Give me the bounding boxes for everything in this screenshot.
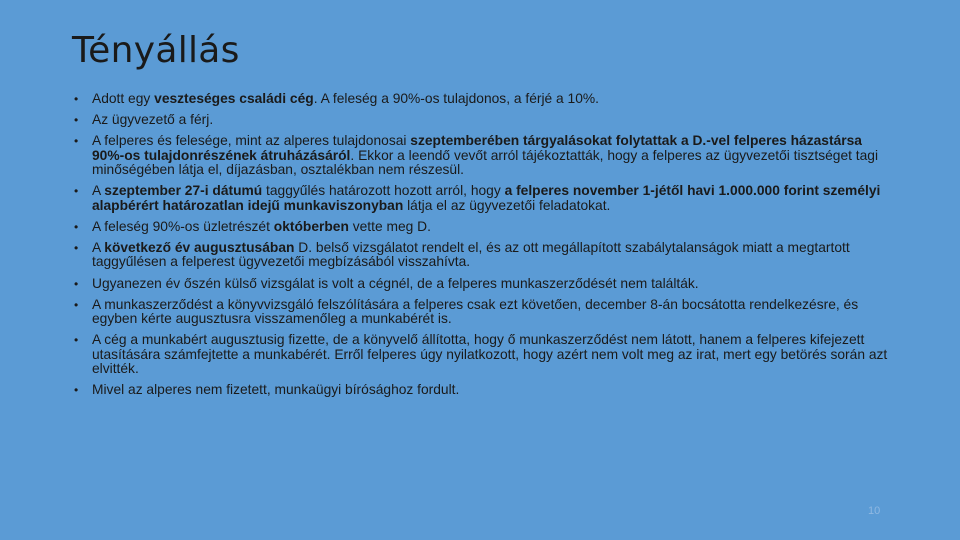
bullet-item — [74, 333, 894, 377]
bullet-text: Ugyanezen év őszén külső vizsgálat is volt a cégnél, de a felperes munkaszerződését nem találták. — [92, 275, 699, 291]
bullet-text: látja el az ügyvezetői feladatokat. — [403, 197, 611, 213]
bullet-item — [74, 92, 894, 107]
bullet-item — [74, 113, 894, 128]
bullet-item — [74, 220, 894, 235]
bullet-text: . Ekkor a leendő vevőt arról tájékoztatták, hogy a felperes az ügyvezetői tisztséget tagi minőségében látja el, díjazásban, osztalékban nem részesül. — [92, 147, 879, 178]
bullet-text-bold: szeptemberében tárgyalásokat folytattak a D.-vel felperes házastársa 90%-os tulajdonrészének átruházásáról — [92, 133, 862, 163]
bullet-text: A — [92, 239, 105, 255]
bullet-text: . A feleség a 90%-os tulajdonos, a férjé a 10%. — [313, 91, 600, 106]
bullet-text-bold: a felperes november 1-jétől havi 1.000.000 forint személyi alapbérért határozatlan idejű munkaviszonyban — [92, 183, 881, 213]
bullet-text: A — [92, 183, 105, 199]
bullet-text-bold: veszteséges családi cég — [154, 91, 314, 106]
bullet-text: vette meg D. — [348, 218, 431, 234]
bullet-item — [74, 241, 894, 270]
bullet-text: Adott egy — [92, 91, 155, 106]
bullet-item — [74, 298, 894, 327]
bullet-item — [74, 134, 894, 178]
bullet-text: A cég a munkabért augusztusig fizette, de a könyvelő állította, hogy ő munkaszerződést nem látott, hanem a felperes kifejezett utasítására számfejtette a munkabérét. Erről felperes úgy nyilatkozott, hogy azért nem volt meg az irat, mert egy betörés során azt elvitték. — [92, 332, 888, 377]
bullet-item — [74, 277, 894, 292]
bullet-text: D. belső vizsgálatot rendelt el, és az ott megállapított szabálytalanságok miatt a megtartott taggyűlésen a felperest ügyvezetői megbízásából visszahívta. — [92, 239, 850, 270]
bullet-text: Mivel az alperes nem fizetett, munkaügyi bírósághoz fordult. — [92, 382, 460, 398]
bullet-text: Az ügyvezető a férj. — [92, 112, 214, 128]
bullet-item — [74, 184, 894, 213]
bullet-text-bold: októberben — [273, 218, 349, 234]
bullet-text: A felperes és felesége, mint az alperes tulajdonosai — [92, 133, 411, 149]
bullet-text: A feleség 90%-os üzletrészét — [92, 218, 274, 234]
bullet-text-bold: következő év augusztusában — [104, 239, 295, 255]
bullet-list — [74, 92, 894, 404]
slide-title: Tényállás — [72, 30, 240, 71]
bullet-text-bold: szeptember 27-i dátumú — [104, 183, 263, 199]
page-number: 10 — [868, 505, 881, 517]
bullet-text: taggyűlés határozott hozott arról, hogy — [262, 183, 505, 199]
bullet-item — [74, 383, 894, 398]
bullet-text: A munkaszerződést a könyvvizsgáló felszólítására a felperes csak ezt követően, december 8-án bocsátotta rendelkezésre, és egyben kérte augusztusra visszamenőleg a munkabérét is. — [92, 296, 859, 327]
